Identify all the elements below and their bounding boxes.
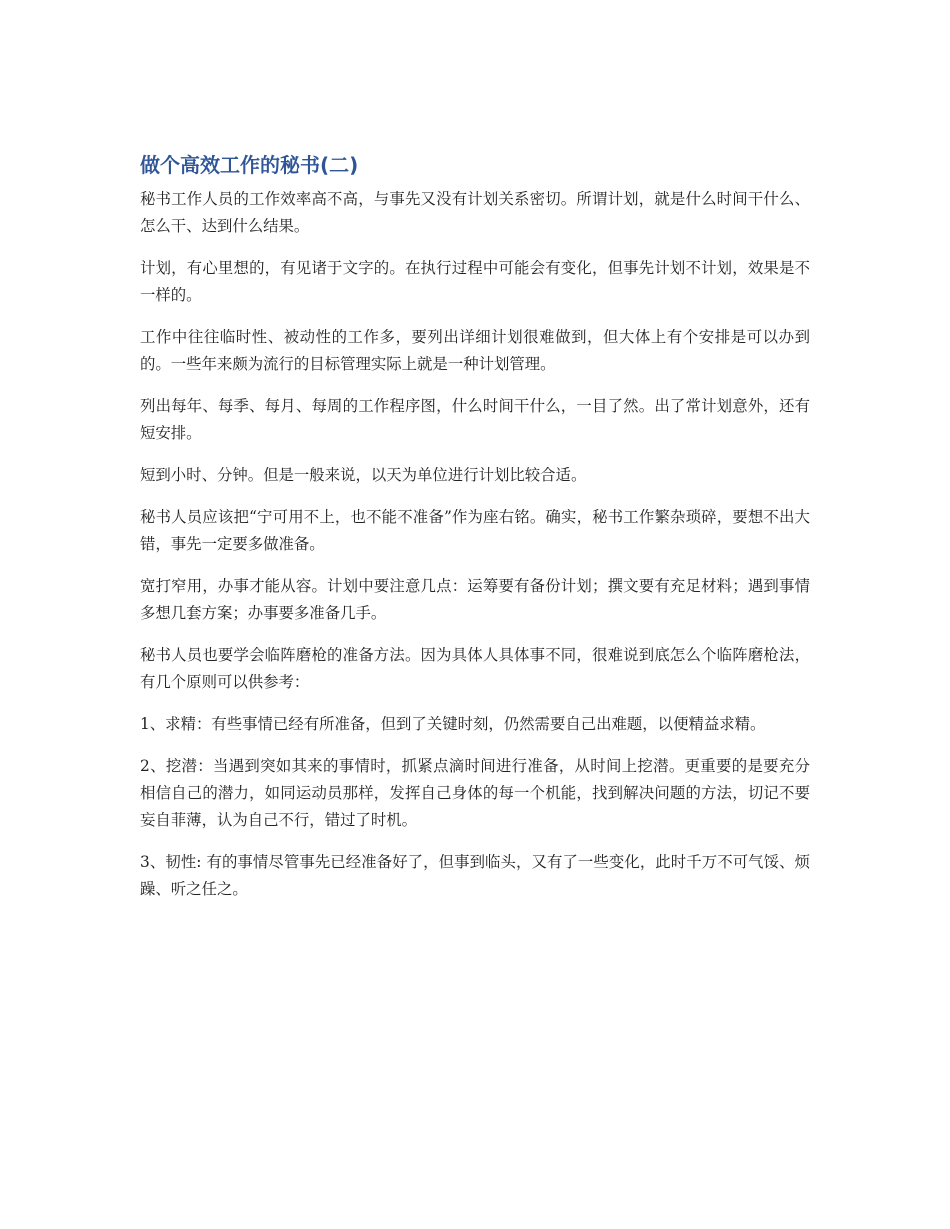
paragraph-2: 计划，有心里想的，有见诸于文字的。在执行过程中可能会有变化，但事先计划不计划，效果是不一样的。	[140, 259, 810, 304]
list-item-2: 2、挖潜：当遇到突如其来的事情时，抓紧点滴时间进行准备，从时间上挖潜。更重要的是要充分相信自己的潜力，如同运动员那样，发挥自己身体的每一个机能，找到解决问题的方法，切记不要妄自菲薄，认为自己不行，错过了时机。	[140, 757, 810, 829]
paragraph-4: 列出每年、每季、每月、每周的工作程序图，什么时间干什么，一目了然。出了常计划意外，还有短安排。	[140, 397, 810, 442]
paragraph-6: 秘书人员应该把“宁可用不上，也不能不准备”作为座右铭。确实，秘书工作繁杂琐碎，要想不出大错，事先一定要多做准备。	[140, 508, 810, 553]
list-item-1: 1、求精：有些事情已经有所准备，但到了关键时刻，仍然需要自己出难题，以便精益求精。	[140, 715, 766, 733]
paragraph-5: 短到小时、分钟。但是一般来说，以天为单位进行计划比较合适。	[140, 466, 587, 484]
list-item-3: 3、韧性: 有的事情尽管事先已经准备好了，但事到临头，又有了一些变化，此时千万不可气馁、烦躁、听之任之。	[140, 853, 810, 898]
document-page	[140, 150, 810, 918]
paragraph-1: 秘书工作人员的工作效率高不高，与事先又没有计划关系密切。所谓计划，就是什么时间干什么、怎么干、达到什么结果。	[140, 190, 810, 235]
document-title: 做个高效工作的秘书(二)	[140, 153, 359, 177]
paragraph-3: 工作中往往临时性、被动性的工作多，要列出详细计划很难做到，但大体上有个安排是可以办到的。一些年来颇为流行的目标管理实际上就是一种计划管理。	[140, 328, 810, 373]
paragraph-8: 秘书人员也要学会临阵磨枪的准备方法。因为具体人具体事不同，很难说到底怎么个临阵磨枪法，有几个原则可以供参考：	[140, 646, 810, 691]
paragraph-7: 宽打窄用，办事才能从容。计划中要注意几点：运筹要有备份计划；撰文要有充足材料；遇到事情多想几套方案；办事要多准备几手。	[140, 577, 810, 622]
